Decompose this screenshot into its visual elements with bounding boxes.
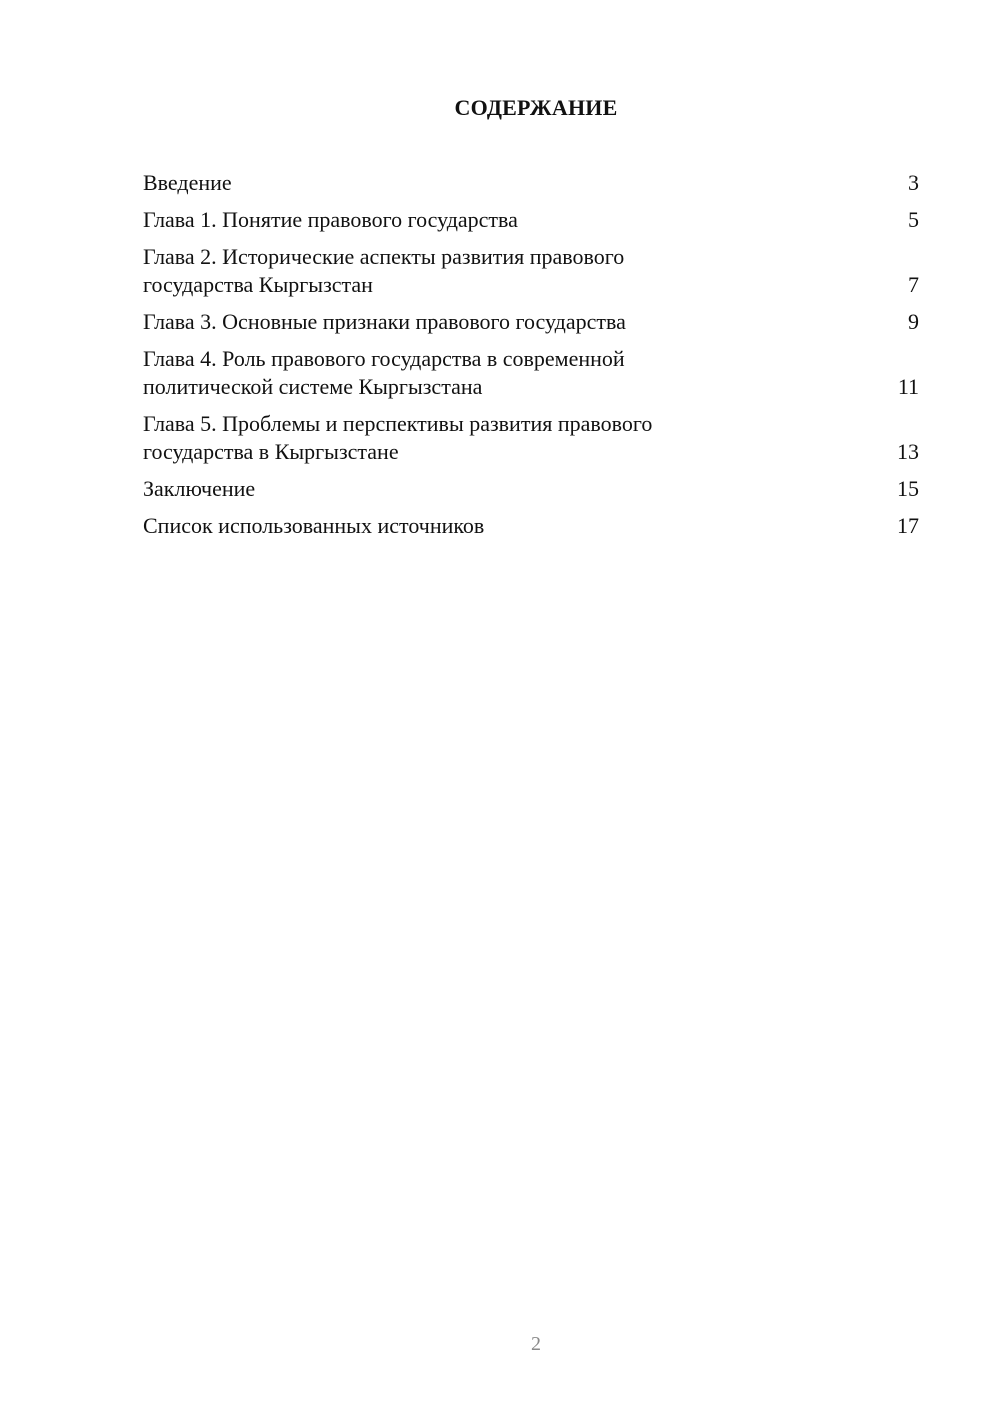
toc-entry-page: 15 xyxy=(897,476,919,501)
toc-entry-label: Глава 2. Исторические аспекты развития правового государства Кыргызстан xyxy=(143,244,625,297)
toc-entry-page: 5 xyxy=(908,207,919,232)
toc-entry-label: Глава 3. Основные признаки правового государства xyxy=(143,309,626,334)
toc-entry-page: 3 xyxy=(908,170,919,195)
toc-entry-label: Глава 4. Роль правового государства в современной политической системе Кыргызстана xyxy=(143,346,625,399)
toc-entry-page: 11 xyxy=(897,374,919,399)
toc-entry-chapter-1 xyxy=(143,206,919,234)
toc-entry-label: Список использованных источников xyxy=(143,513,485,538)
toc-entry-label: Глава 5. Проблемы и перспективы развития правового государства в Кыргызстане xyxy=(143,411,653,464)
toc-entry-chapter-2 xyxy=(143,243,919,299)
toc-entry-page: 13 xyxy=(897,439,919,464)
toc-entry-label: Глава 1. Понятие правового государства xyxy=(143,207,518,232)
toc-entry-label: Заключение xyxy=(143,476,256,501)
toc-entry-introduction xyxy=(143,169,919,197)
toc-entry-page: 9 xyxy=(908,309,919,334)
toc-entry-page: 7 xyxy=(908,272,919,297)
toc-entry-chapter-4 xyxy=(143,345,919,401)
toc-entry-references xyxy=(143,512,919,540)
page-number: 2 xyxy=(531,1333,541,1355)
toc-entry-page: 17 xyxy=(897,513,919,538)
toc-entry-conclusion xyxy=(143,475,919,503)
toc-entry-chapter-5 xyxy=(143,410,919,466)
table-of-contents xyxy=(143,169,919,549)
toc-entry-chapter-3 xyxy=(143,308,919,336)
toc-entry-label: Введение xyxy=(143,170,232,195)
page-title: СОДЕРЖАНИЕ xyxy=(454,95,618,120)
